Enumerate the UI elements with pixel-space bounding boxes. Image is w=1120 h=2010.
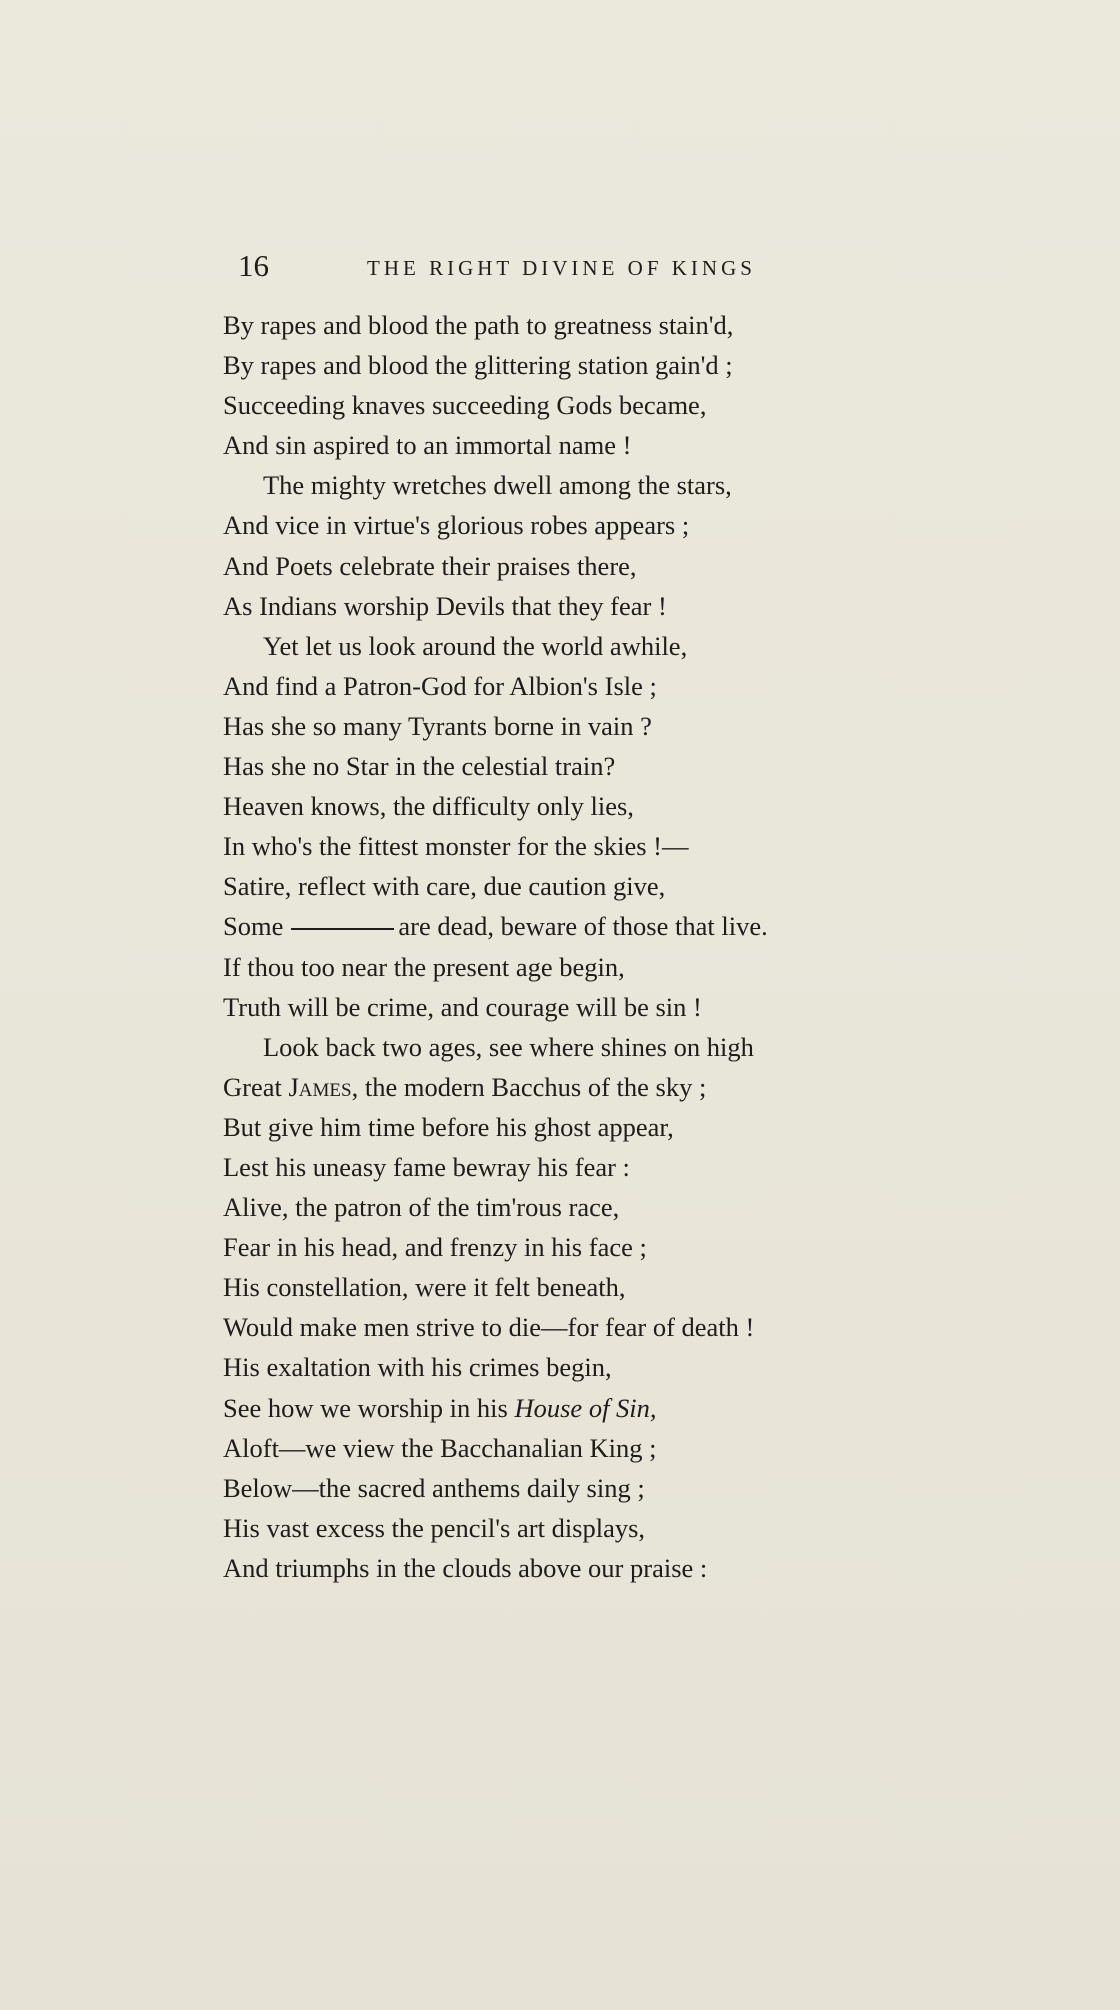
- poem-line: Look back two ages, see where shines on high: [263, 1031, 754, 1062]
- poem-line: As Indians worship Devils that they fear !: [223, 590, 667, 621]
- poem-line: Lest his uneasy fame bewray his fear :: [223, 1151, 630, 1182]
- page-number: 16: [238, 248, 269, 283]
- poem-line: Fear in his head, and frenzy in his face ;: [223, 1232, 647, 1263]
- running-title: THE RIGHT DIVINE OF KINGS: [367, 256, 756, 280]
- poem-line: His constellation, were it felt beneath,: [223, 1272, 626, 1303]
- poem-line: [223, 1388, 903, 1428]
- poem-line: And vice in virtue's glorious robes appears ;: [223, 510, 690, 541]
- poem-line: Would make men strive to die—for fear of death !: [223, 1312, 755, 1343]
- poem-line: If thou too near the present age begin,: [223, 951, 625, 982]
- poem-line: Below—the sacred anthems daily sing ;: [223, 1472, 645, 1503]
- poem-line: [223, 906, 903, 946]
- poem-line: Has she so many Tyrants borne in vain ?: [223, 710, 652, 741]
- poem-line: And find a Patron-God for Albion's Isle ;: [223, 670, 657, 701]
- poem-line: Alive, the patron of the tim'rous race,: [223, 1192, 620, 1223]
- omission-dash: [291, 928, 394, 930]
- name-james: James: [288, 1071, 352, 1102]
- poem-line: His exaltation with his crimes begin,: [223, 1352, 612, 1383]
- poem-line: The mighty wretches dwell among the stars,: [263, 470, 732, 501]
- poem-line: Succeeding knaves succeeding Gods became,: [223, 390, 707, 421]
- poem-line: Has she no Star in the celestial train?: [223, 751, 616, 782]
- poem-text: [223, 305, 903, 1588]
- poem-line: And sin aspired to an immortal name !: [223, 430, 632, 461]
- poem-line: In who's the fittest monster for the skies !—: [223, 831, 689, 862]
- italic-title: House of Sin,: [514, 1392, 657, 1423]
- poem-line-start: Great: [223, 1071, 282, 1102]
- poem-line: By rapes and blood the path to greatness stain'd,: [223, 310, 734, 340]
- poem-line: And Poets celebrate their praises there,: [223, 550, 637, 581]
- poem-line: [223, 1067, 903, 1107]
- poem-line: But give him time before his ghost appear,: [223, 1111, 674, 1142]
- poem-line-start: See how we worship in his: [223, 1392, 508, 1423]
- page-header: [230, 246, 830, 286]
- poem-line: Satire, reflect with care, due caution give,: [223, 871, 666, 902]
- poem-line-end: are dead, beware of those that live.: [398, 911, 768, 942]
- poem-line: And triumphs in the clouds above our praise :: [223, 1552, 708, 1583]
- poem-line: Heaven knows, the difficulty only lies,: [223, 791, 634, 822]
- poem-line: By rapes and blood the glittering station gain'd ;: [223, 350, 733, 381]
- poem-line-end: , the modern Bacchus of the sky ;: [351, 1071, 707, 1102]
- poem-line: Truth will be crime, and courage will be sin !: [223, 991, 702, 1022]
- poem-line: Yet let us look around the world awhile,: [263, 630, 688, 661]
- poem-line: His vast excess the pencil's art displays,: [223, 1512, 646, 1543]
- poem-line-start: Some: [223, 911, 284, 942]
- poem-line: Aloft—we view the Bacchanalian King ;: [223, 1432, 657, 1463]
